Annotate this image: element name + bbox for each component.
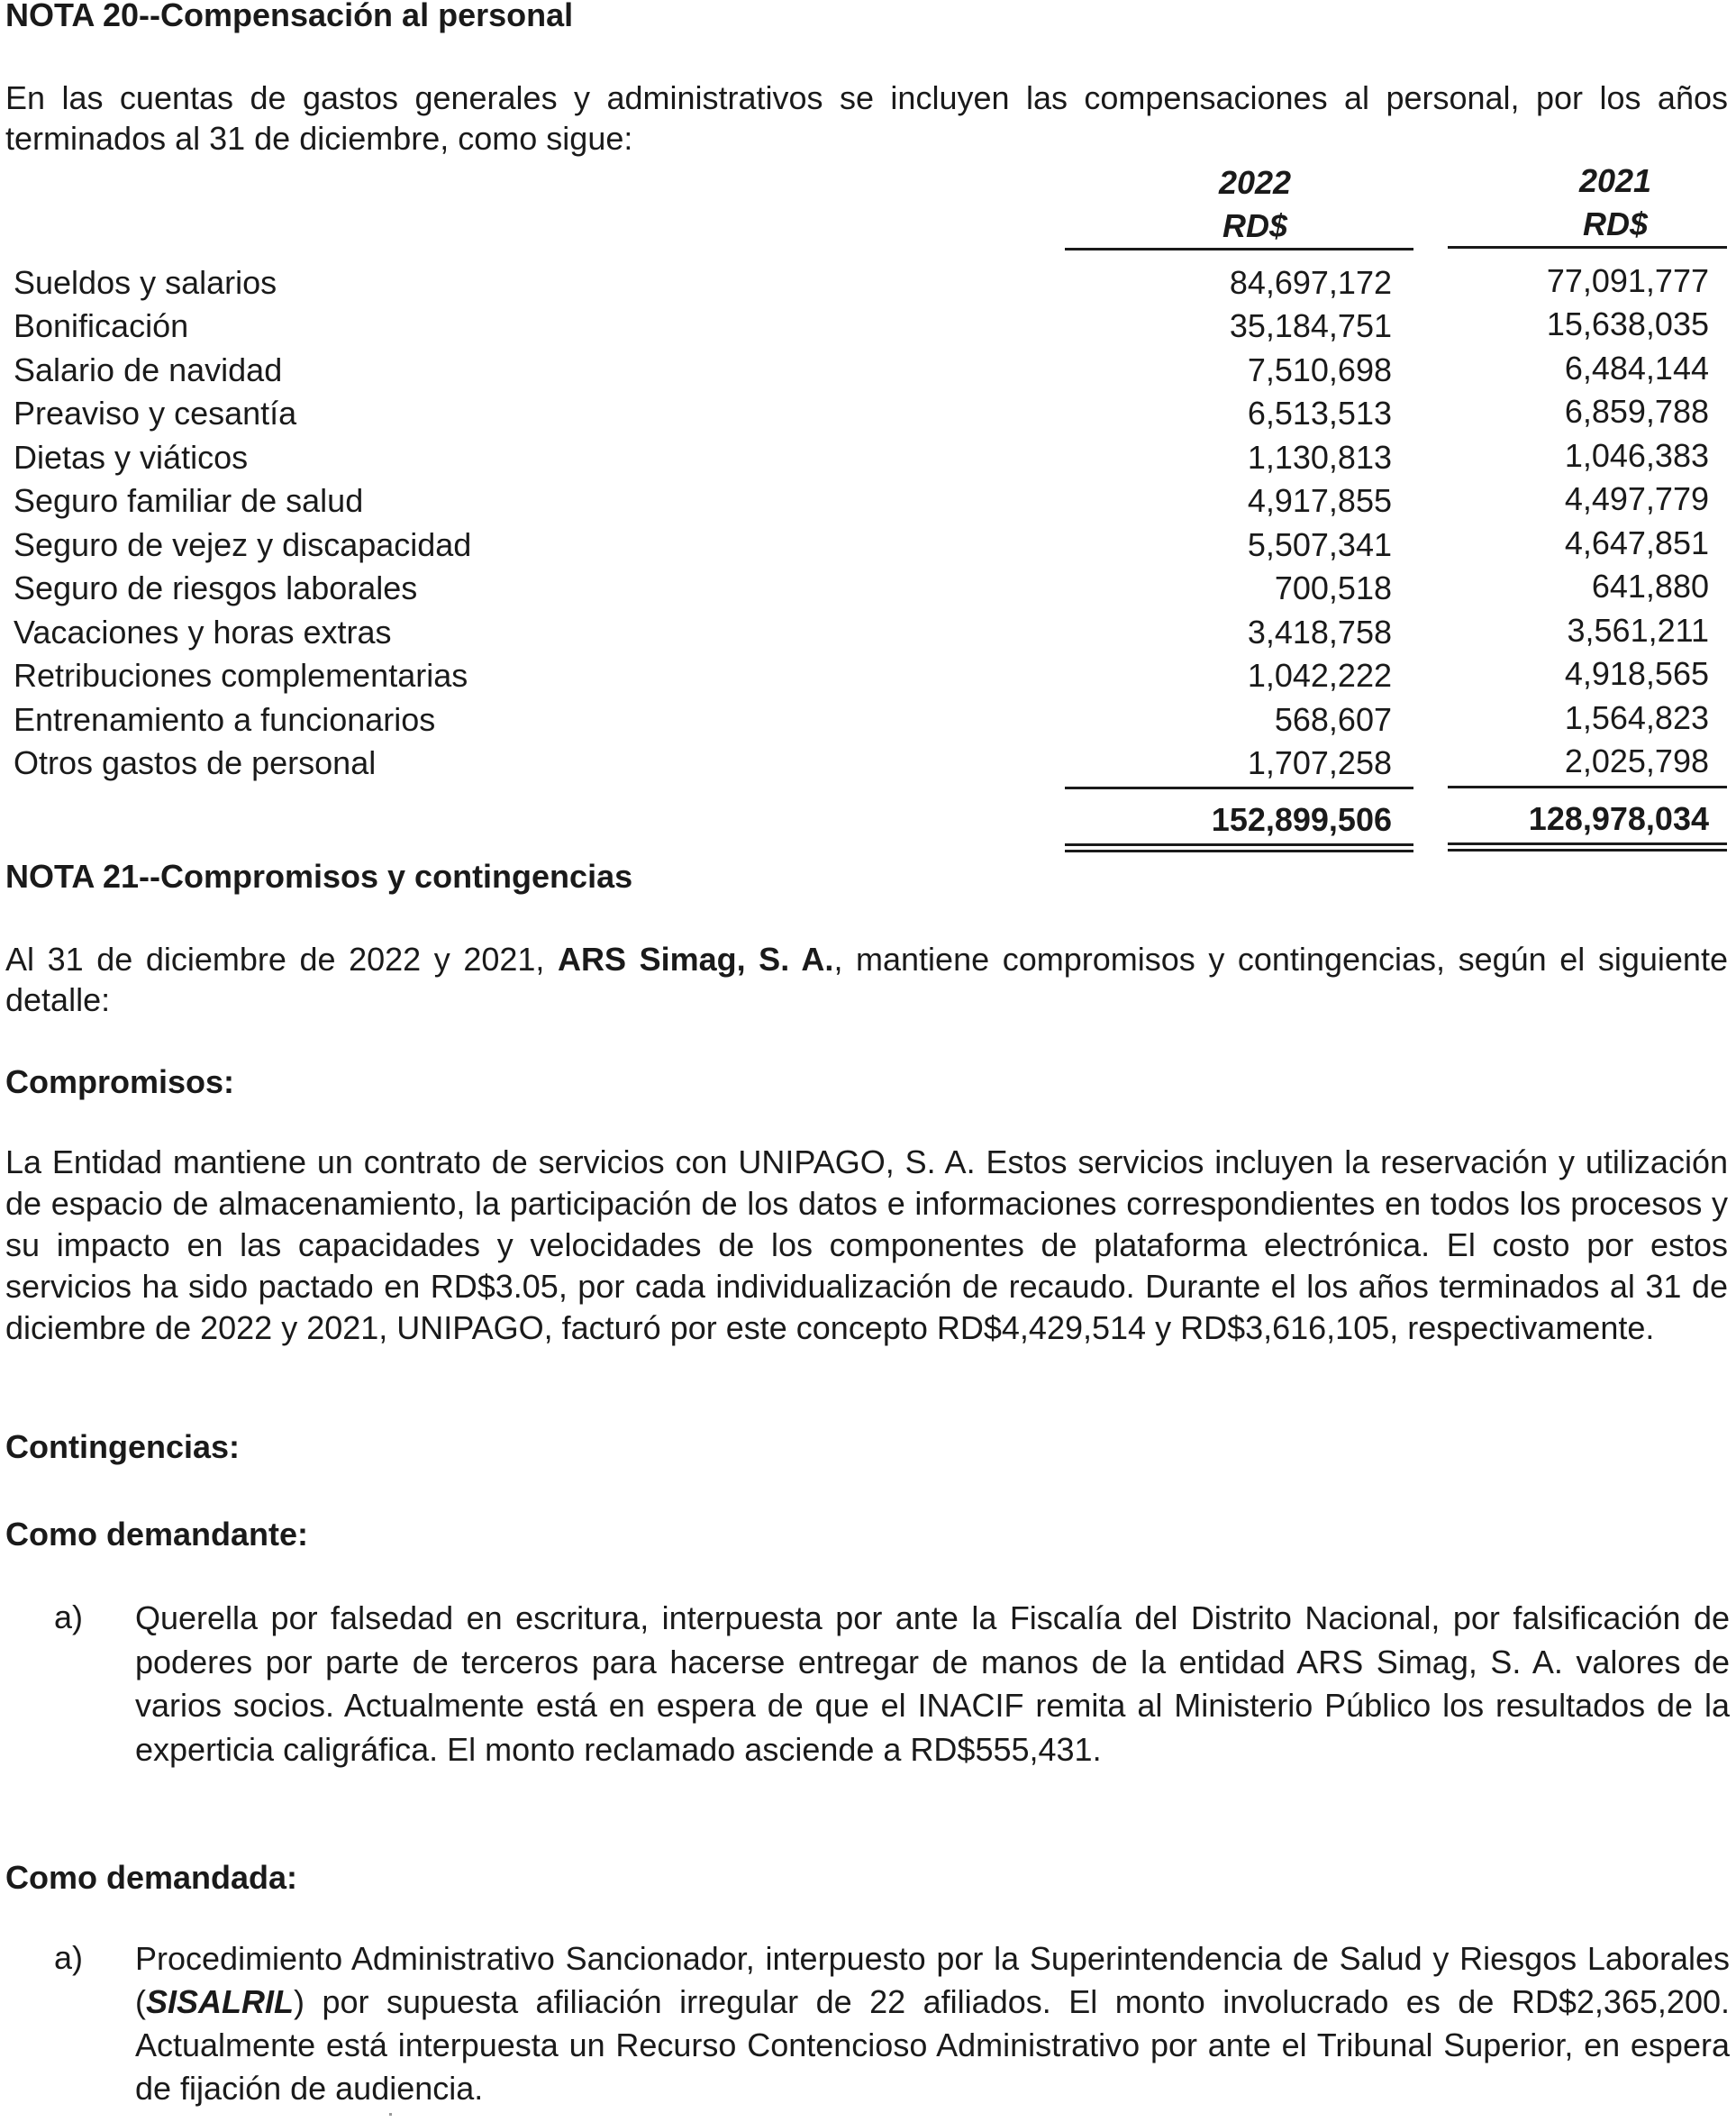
table-cell-2022: 5,507,341 bbox=[1247, 526, 1392, 563]
table-cell-2021: 4,647,851 bbox=[1564, 524, 1709, 561]
sisalril-abbreviation: SISALRIL bbox=[146, 1983, 295, 2020]
table-row-label: Otros gastos de personal bbox=[14, 744, 377, 781]
table-row-label: Sueldos y salarios bbox=[14, 264, 277, 301]
table-row-label: Seguro de vejez y discapacidad bbox=[14, 526, 472, 563]
table-cell-2022: 4,917,855 bbox=[1247, 482, 1392, 519]
contingencias-heading: Contingencias: bbox=[5, 1428, 241, 1465]
total-double-rule-bottom-2021 bbox=[1448, 849, 1727, 852]
demandante-item-text: Querella por falsedad en escritura, interpuesta por ante la Fiscalía del Distrito Nacional, por falsificación de poderes por parte de terceros para hacerse entregar de manos de la entidad ARS Simag, S. A. valores de varios socios. Actualmente está en espera de que el INACIF remita al Ministerio Público los resultados de la experticia caligráfica. El monto reclamado asciende a RD$555,431. bbox=[135, 1599, 1730, 1768]
table-cell-2021: 77,091,777 bbox=[1546, 262, 1709, 299]
table-cell-2021: 3,561,211 bbox=[1567, 612, 1709, 649]
column-year-2021: 2021 bbox=[1578, 162, 1652, 199]
total-2022: 152,899,506 bbox=[1211, 801, 1392, 838]
table-row-label: Dietas y viáticos bbox=[14, 439, 249, 476]
table-row-label: Vacaciones y horas extras bbox=[14, 614, 392, 651]
table-cell-2022: 35,184,751 bbox=[1229, 307, 1392, 344]
table-cell-2022: 1,042,222 bbox=[1247, 657, 1392, 694]
demandante-item-letter: a) bbox=[54, 1598, 84, 1635]
column-currency-2022: RD$ bbox=[1222, 207, 1288, 244]
column-year-2022: 2022 bbox=[1218, 164, 1292, 201]
nota21-intro: Al 31 de diciembre de 2022 y 2021, ARS Simag, S. A., mantiene compromisos y contingencias, según el siguiente detalle: bbox=[5, 941, 1728, 1018]
table-row-label: Preaviso y cesantía bbox=[14, 395, 297, 432]
table-cell-2022: 3,418,758 bbox=[1247, 614, 1392, 651]
table-cell-2021: 6,859,788 bbox=[1564, 393, 1709, 430]
table-cell-2021: 1,046,383 bbox=[1564, 437, 1709, 474]
demandada-item-letter: a) bbox=[54, 1939, 84, 1976]
column-header-rule-2021 bbox=[1448, 246, 1727, 249]
table-row-label: Seguro de riesgos laborales bbox=[14, 569, 418, 606]
table-cell-2021: 641,880 bbox=[1591, 568, 1709, 605]
total-2021: 128,978,034 bbox=[1528, 800, 1709, 837]
table-row-label: Entrenamiento a funcionarios bbox=[14, 701, 436, 738]
nota20-intro: En las cuentas de gastos generales y administrativos se incluyen las compensaciones al personal, por los años terminados al 31 de diciembre, como sigue: bbox=[5, 79, 1728, 157]
table-row-label: Bonificación bbox=[14, 307, 189, 344]
subtotal-rule-2022 bbox=[1065, 787, 1413, 789]
table-row-label: Seguro familiar de salud bbox=[14, 482, 364, 519]
table-cell-2021: 4,918,565 bbox=[1564, 655, 1709, 692]
table-cell-2022: 7,510,698 bbox=[1247, 351, 1392, 388]
table-cell-2022: 1,130,813 bbox=[1247, 439, 1392, 476]
table-cell-2022: 568,607 bbox=[1274, 701, 1392, 738]
total-double-rule-bottom-2022 bbox=[1065, 850, 1413, 852]
table-cell-2022: 6,513,513 bbox=[1247, 395, 1392, 432]
column-currency-2021: RD$ bbox=[1582, 205, 1649, 242]
scan-speck bbox=[389, 2113, 392, 2116]
table-cell-2021: 6,484,144 bbox=[1564, 350, 1709, 387]
table-cell-2022: 1,707,258 bbox=[1247, 744, 1392, 781]
table-cell-2021: 1,564,823 bbox=[1564, 699, 1709, 736]
table-row-label: Salario de navidad bbox=[14, 351, 283, 388]
como-demandante-heading: Como demandante: bbox=[5, 1516, 309, 1553]
table-cell-2021: 4,497,779 bbox=[1564, 480, 1709, 517]
table-row-label: Retribuciones complementarias bbox=[14, 657, 468, 694]
nota20-title: NOTA 20--Compensación al personal bbox=[5, 0, 574, 33]
total-double-rule-top-2022 bbox=[1065, 843, 1413, 846]
total-double-rule-top-2021 bbox=[1448, 842, 1727, 845]
como-demandada-heading: Como demandada: bbox=[5, 1859, 298, 1896]
demandada-item-text: Procedimiento Administrativo Sancionador, interpuesto por la Superintendencia de Salud y Riesgos Laborales (SISALRIL) por supuesta afiliación irregular de 22 afiliados. El monto involucrado es de RD$2,365,200. Actualmente está interpuesta un Recurso Contencioso Administrativo por ante el Tribunal Superior, en espera de fijación de audiencia. bbox=[135, 1940, 1730, 2107]
compromisos-text: La Entidad mantiene un contrato de servicios con UNIPAGO, S. A. Estos servicios incluyen la reservación y utilización de espacio de almacenamiento, la participación de los datos e informaciones correspondientes en todos los procesos y su impacto en las capacidades y velocidades de los componentes de plataforma electrónica. El costo por estos servicios ha sido pactado en RD$3.05, por cada individualización de recaudo. Durante el los años terminados al 31 de diciembre de 2022 y 2021, UNIPAGO, facturó por este concepto RD$4,429,514 y RD$3,616,105, respectivamente. bbox=[5, 1143, 1728, 1346]
table-cell-2021: 15,638,035 bbox=[1546, 305, 1709, 342]
table-cell-2022: 84,697,172 bbox=[1229, 264, 1392, 301]
table-cell-2022: 700,518 bbox=[1274, 569, 1392, 606]
subtotal-rule-2021 bbox=[1448, 786, 1727, 788]
entity-name: ARS Simag, S. A. bbox=[557, 941, 834, 978]
column-header-rule-2022 bbox=[1065, 248, 1413, 250]
nota21-title: NOTA 21--Compromisos y contingencias bbox=[5, 858, 633, 895]
table-cell-2021: 2,025,798 bbox=[1564, 742, 1709, 779]
compromisos-heading: Compromisos: bbox=[5, 1063, 235, 1100]
